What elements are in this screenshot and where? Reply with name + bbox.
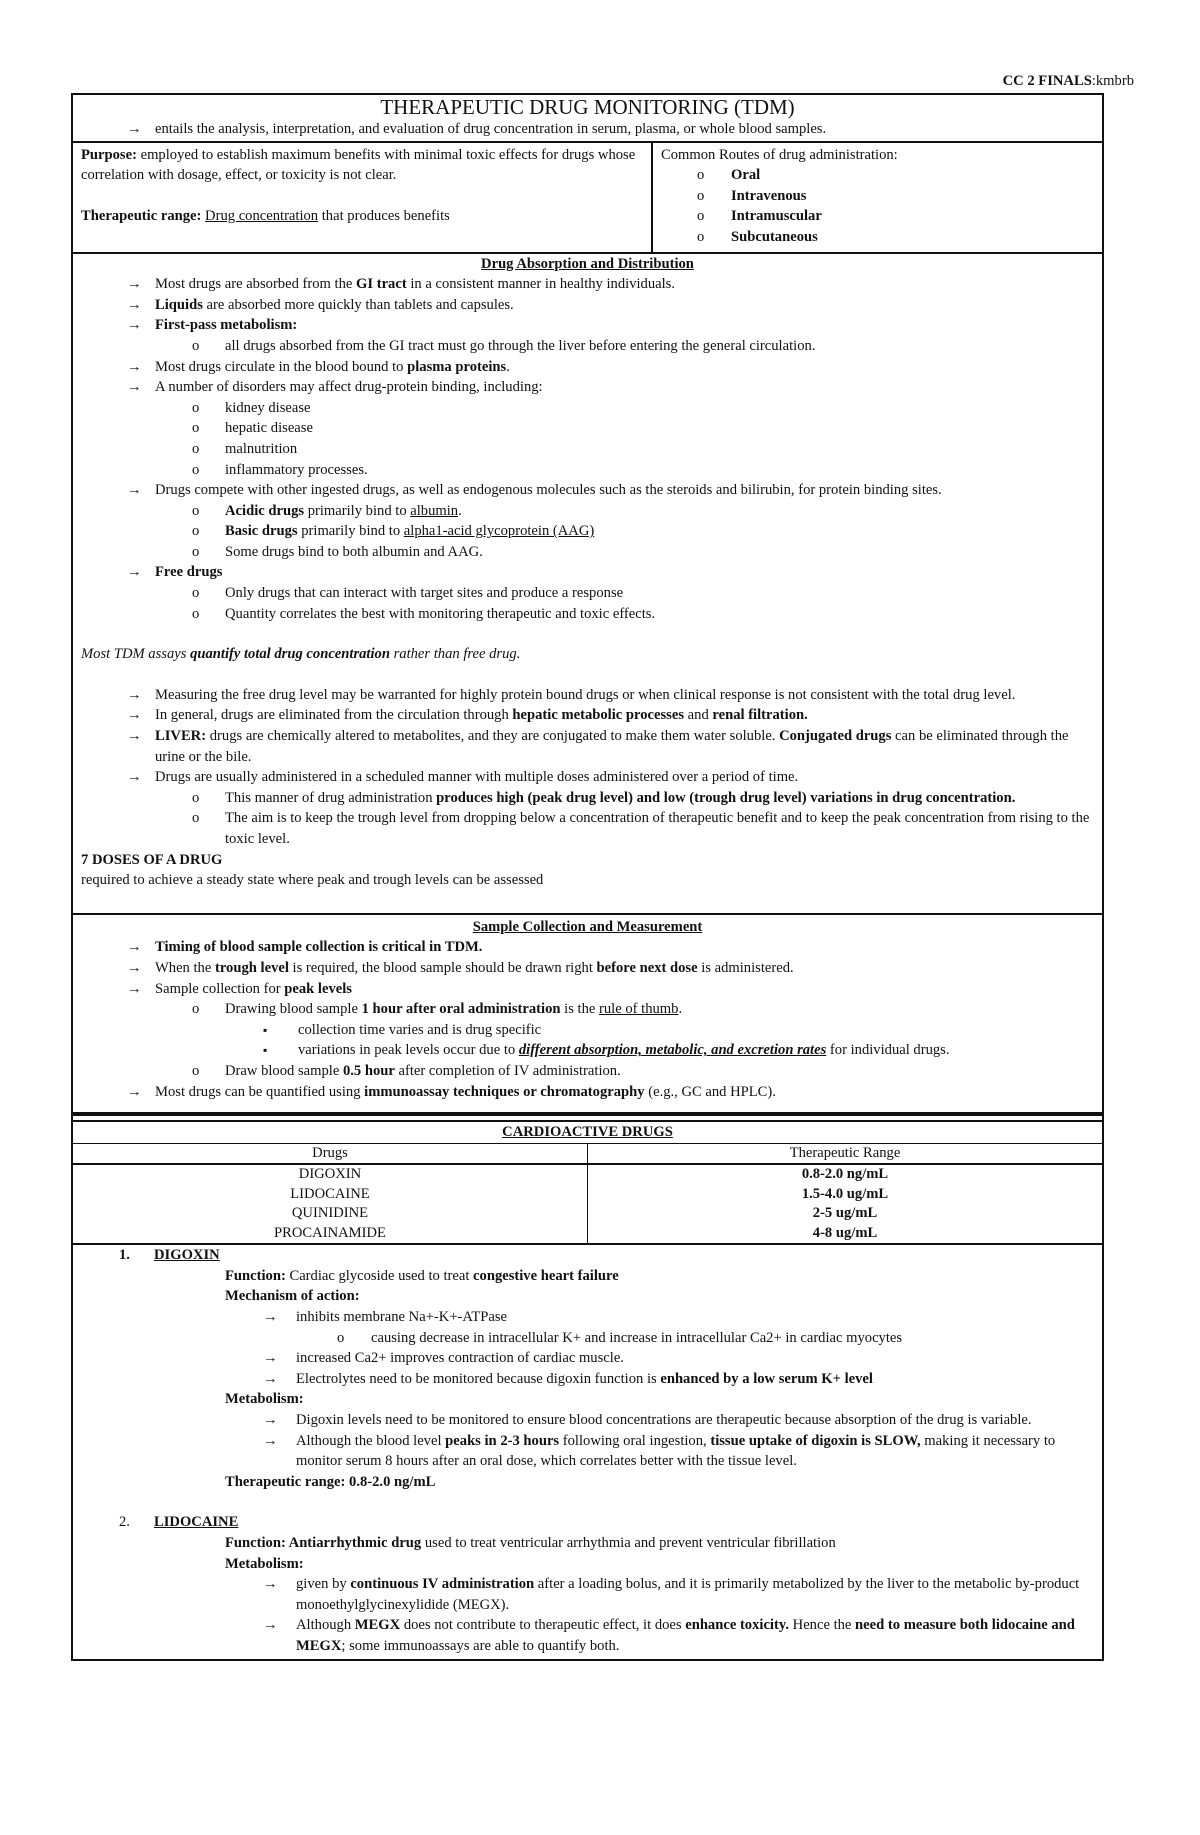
drug-heading-digoxin: 1. DIGOXIN bbox=[119, 1247, 220, 1264]
sub-bullet: o Quantity correlates the best with monitoring therapeutic and toxic effects. bbox=[73, 604, 1102, 625]
therapeutic-range-def: Therapeutic range: Drug concentration that produces benefits bbox=[81, 207, 450, 224]
drug-cell: QUINIDINE bbox=[73, 1204, 588, 1224]
bullet: → When the trough level is required, the blood sample should be drawn right before next dose is administered. bbox=[73, 958, 1102, 979]
bullet: → Drugs are usually administered in a scheduled manner with multiple doses administered over a period of time. bbox=[73, 767, 1102, 788]
metabolism-label: Metabolism: bbox=[225, 1391, 304, 1408]
therapeutic-range-line: Therapeutic range: 0.8-2.0 ng/mL bbox=[225, 1473, 436, 1490]
col-header-drugs: Drugs bbox=[73, 1144, 588, 1165]
sub-bullet: o hepatic disease bbox=[73, 418, 1102, 439]
sub-bullet: o This manner of drug administration produces high (peak drug level) and low (trough drug level) variations in drug concentration. bbox=[73, 788, 1102, 809]
bullet: → Sample collection for peak levels bbox=[73, 979, 1102, 1000]
sub-bullet: o kidney disease bbox=[73, 398, 1102, 419]
page-title: THERAPEUTIC DRUG MONITORING (TDM) bbox=[380, 95, 795, 119]
bullet: → increased Ca2+ improves contraction of cardiac muscle. bbox=[73, 1348, 1102, 1369]
doses-text: required to achieve a steady state where peak and trough levels can be assessed bbox=[81, 872, 544, 889]
drug-cell: LIDOCAINE bbox=[73, 1185, 588, 1205]
bullet: → Drugs compete with other ingested drugs, as well as endogenous molecules such as the steroids and bilirubin, for protein binding sites. bbox=[73, 480, 1102, 501]
range-cell: 0.8-2.0 ng/mL bbox=[588, 1164, 1103, 1185]
section-heading: Drug Absorption and Distribution bbox=[481, 255, 694, 272]
sub-bullet: o Drawing blood sample 1 hour after oral administration is the rule of thumb. bbox=[73, 999, 1102, 1020]
bullet: → Although MEGX does not contribute to therapeutic effect, it does enhance toxicity. Hence the need to measure both lidocaine and MEGX; some immunoassays are able to quantify both. bbox=[73, 1615, 1102, 1656]
sub-bullet: o Basic drugs primarily bind to alpha1-acid glycoprotein (AAG) bbox=[73, 521, 1102, 542]
route-item: o Oral bbox=[661, 165, 1094, 186]
table-row bbox=[73, 1164, 1102, 1185]
col-header-range: Therapeutic Range bbox=[588, 1144, 1103, 1165]
sub-bullet: o inflammatory processes. bbox=[73, 460, 1102, 481]
bullet: → Timing of blood sample collection is critical in TDM. bbox=[73, 937, 1102, 958]
doses-heading: 7 DOSES OF A DRUG bbox=[81, 851, 223, 868]
purpose-section: Purpose: employed to establish maximum benefits with minimal toxic effects for drugs whose correlation with dosage, effect, or toxicity is not clear. Therapeutic range: Drug concentration that produces benefits bbox=[73, 143, 653, 252]
bullet: → Digoxin levels need to be monitored to ensure blood concentrations are therapeutic because absorption of the drug is variable. bbox=[73, 1410, 1102, 1431]
sub-bullet: o malnutrition bbox=[73, 439, 1102, 460]
cardio-table bbox=[73, 1144, 1102, 1244]
function-line: Function: Antiarrhythmic drug used to treat ventricular arrhythmia and prevent ventricular fibrillation bbox=[225, 1534, 836, 1551]
table-row bbox=[73, 1185, 1102, 1205]
table-row bbox=[73, 1224, 1102, 1244]
sample-section bbox=[73, 915, 1102, 1116]
range-cell: 4-8 ug/mL bbox=[588, 1224, 1103, 1244]
table-row bbox=[73, 1204, 1102, 1224]
drug-heading-lidocaine: 2. LIDOCAINE bbox=[119, 1514, 239, 1531]
sub-sub-bullet: ▪ collection time varies and is drug specific bbox=[73, 1020, 1102, 1041]
tdm-definition: → entails the analysis, interpretation, and evaluation of drug concentration in serum, plasma, or whole blood samples. bbox=[73, 119, 1102, 141]
section-heading: Sample Collection and Measurement bbox=[472, 918, 703, 935]
bullet: → Free drugs bbox=[73, 562, 1102, 583]
range-cell: 1.5-4.0 ug/mL bbox=[588, 1185, 1103, 1205]
sub-bullet: o Draw blood sample 0.5 hour after completion of IV administration. bbox=[73, 1061, 1102, 1082]
section-heading: CARDIOACTIVE DRUGS bbox=[73, 1122, 1102, 1144]
sub-bullet: o Only drugs that can interact with target sites and produce a response bbox=[73, 583, 1102, 604]
sub-bullet: o all drugs absorbed from the GI tract must go through the liver before entering the general circulation. bbox=[73, 336, 1102, 357]
cardio-section bbox=[73, 1120, 1102, 1245]
mechanism-label: Mechanism of action: bbox=[225, 1288, 360, 1305]
italic-note: Most TDM assays quantify total drug concentration rather than free drug. bbox=[81, 646, 521, 663]
bullet: → Liquids are absorbed more quickly than tablets and capsules. bbox=[73, 295, 1102, 316]
route-item: o Subcutaneous bbox=[661, 227, 1094, 248]
range-cell: 2-5 ug/mL bbox=[588, 1204, 1103, 1224]
bullet: → Measuring the free drug level may be warranted for highly protein bound drugs or when clinical response is not consistent with the total drug level. bbox=[73, 685, 1102, 706]
bullet: → Most drugs can be quantified using immunoassay techniques or chromatography (e.g., GC and HPLC). bbox=[73, 1082, 1102, 1103]
bullet: → In general, drugs are eliminated from the circulation through hepatic metabolic processes and renal filtration. bbox=[73, 705, 1102, 726]
drug-details-section bbox=[73, 1245, 1102, 1660]
function-line: Function: Cardiac glycoside used to treat congestive heart failure bbox=[225, 1267, 619, 1284]
notes-document bbox=[71, 93, 1104, 1661]
routes-heading: Common Routes of drug administration: bbox=[661, 146, 898, 163]
table-header-row bbox=[73, 1144, 1102, 1165]
title-box bbox=[73, 95, 1102, 143]
bullet: → Most drugs circulate in the blood bound to plasma proteins. bbox=[73, 357, 1102, 378]
sub-bullet: o Acidic drugs primarily bind to albumin. bbox=[73, 501, 1102, 522]
drug-cell: PROCAINAMIDE bbox=[73, 1224, 588, 1244]
bullet: → Although the blood level peaks in 2-3 hours following oral ingestion, tissue uptake of digoxin is SLOW, making it necessary to monitor serum 8 hours after an oral dose, which correlates better with the tissue level. bbox=[73, 1431, 1102, 1472]
absorption-section bbox=[73, 254, 1102, 915]
routes-section bbox=[653, 143, 1102, 252]
purpose-routes-box bbox=[73, 143, 1102, 254]
sub-bullet: o The aim is to keep the trough level from dropping below a concentration of therapeutic benefit and to keep the peak concentration from rising to the toxic level. bbox=[73, 808, 1102, 849]
route-item: o Intravenous bbox=[661, 186, 1094, 207]
document-header-tag: CC 2 FINALS:kmbrb bbox=[1002, 73, 1134, 89]
metabolism-label: Metabolism: bbox=[225, 1555, 304, 1572]
bullet: → Most drugs are absorbed from the GI tract in a consistent manner in healthy individuals. bbox=[73, 274, 1102, 295]
bullet: → Electrolytes need to be monitored because digoxin function is enhanced by a low serum K+ level bbox=[73, 1369, 1102, 1390]
bullet: → given by continuous IV administration after a loading bolus, and it is primarily metabolized by the liver to the metabolic by-product monoethylglycinexylidide (MEGX). bbox=[73, 1574, 1102, 1615]
sub-bullet: o causing decrease in intracellular K+ and increase in intracellular Ca2+ in cardiac myocytes bbox=[73, 1328, 1102, 1349]
sub-sub-bullet: ▪ variations in peak levels occur due to different absorption, metabolic, and excretion rates for individual drugs. bbox=[73, 1040, 1102, 1061]
bullet: → LIVER: drugs are chemically altered to metabolites, and they are conjugated to make them water soluble. Conjugated drugs can be eliminated through the urine or the bile. bbox=[73, 726, 1102, 767]
drug-cell: DIGOXIN bbox=[73, 1164, 588, 1185]
bullet: → A number of disorders may affect drug-protein binding, including: bbox=[73, 377, 1102, 398]
sub-bullet: o Some drugs bind to both albumin and AAG. bbox=[73, 542, 1102, 563]
bullet: → First-pass metabolism: bbox=[73, 315, 1102, 336]
bullet: → inhibits membrane Na+-K+-ATPase bbox=[73, 1307, 1102, 1328]
route-item: o Intramuscular bbox=[661, 206, 1094, 227]
